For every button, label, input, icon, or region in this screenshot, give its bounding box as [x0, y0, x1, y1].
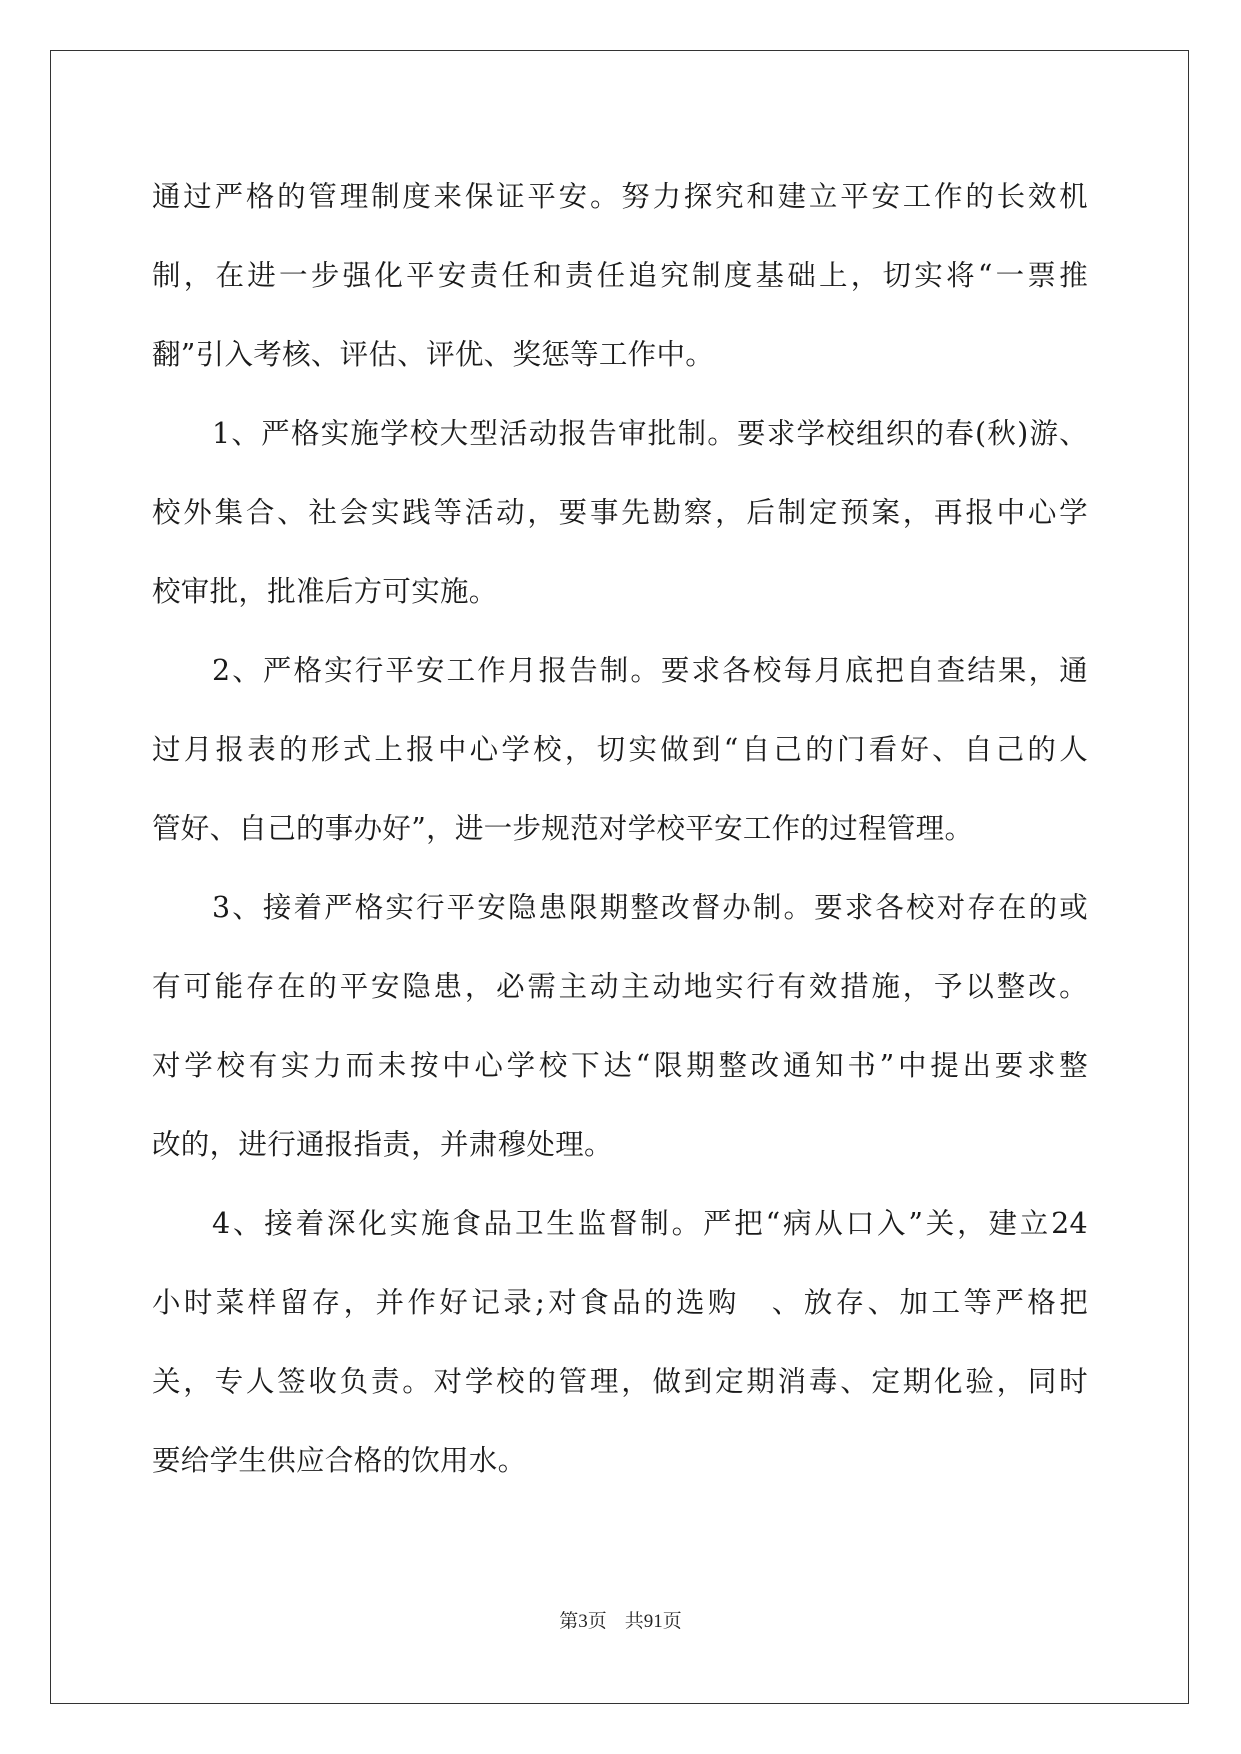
total-pages: 共91页 [624, 1611, 682, 1632]
text-line: 管好、自己的事办好”，进一步规范对学校平安工作的过程管理。 [152, 812, 974, 845]
text-line: 翻”引入考核、评估、评优、奖惩等工作中。 [152, 338, 715, 371]
text-line: 通过严格的管理制度来保证平安。努力探究和建立平安工作的长效机 [152, 180, 1088, 213]
text-line: 4、接着深化实施食品卫生监督制。严把“病从口入”关，建立24 [212, 1207, 1088, 1240]
paragraph-1 [152, 157, 1088, 394]
text-line: 对学校有实力而未按中心学校下达“限期整改通知书”中提出要求整 [152, 1049, 1088, 1082]
text-line: 要给学生供应合格的饮用水。 [152, 1444, 527, 1477]
paragraph-2 [152, 394, 1088, 631]
text-line: 关，专人签收负责。对学校的管理，做到定期消毒、定期化验，同时 [152, 1365, 1088, 1398]
text-line: 改的，进行通报指责，并肃穆处理。 [152, 1128, 613, 1161]
text-line: 3、接着严格实行平安隐患限期整改督办制。要求各校对存在的或 [212, 891, 1088, 924]
page-number: 第3页 [559, 1611, 607, 1632]
document-body [152, 157, 1088, 1500]
text-line: 制，在进一步强化平安责任和责任追究制度基础上，切实将“一票推 [152, 259, 1088, 292]
text-line: 1、严格实施学校大型活动报告审批制。要求学校组织的春(秋)游、 [212, 417, 1088, 450]
page-footer [0, 1606, 1241, 1633]
text-line: 小时菜样留存，并作好记录;对食品的选购 、放存、加工等严格把 [152, 1286, 1088, 1319]
text-line: 过月报表的形式上报中心学校，切实做到“自己的门看好、自己的人 [152, 733, 1088, 766]
text-line: 2、严格实行平安工作月报告制。要求各校每月底把自查结果，通 [212, 654, 1088, 687]
text-line: 有可能存在的平安隐患，必需主动主动地实行有效措施，予以整改。 [152, 970, 1088, 1003]
paragraph-5 [152, 1184, 1088, 1500]
paragraph-4 [152, 868, 1088, 1184]
text-line: 校审批，批准后方可实施。 [152, 575, 498, 608]
paragraph-3 [152, 631, 1088, 868]
text-line: 校外集合、社会实践等活动，要事先勘察，后制定预案，再报中心学 [152, 496, 1088, 529]
